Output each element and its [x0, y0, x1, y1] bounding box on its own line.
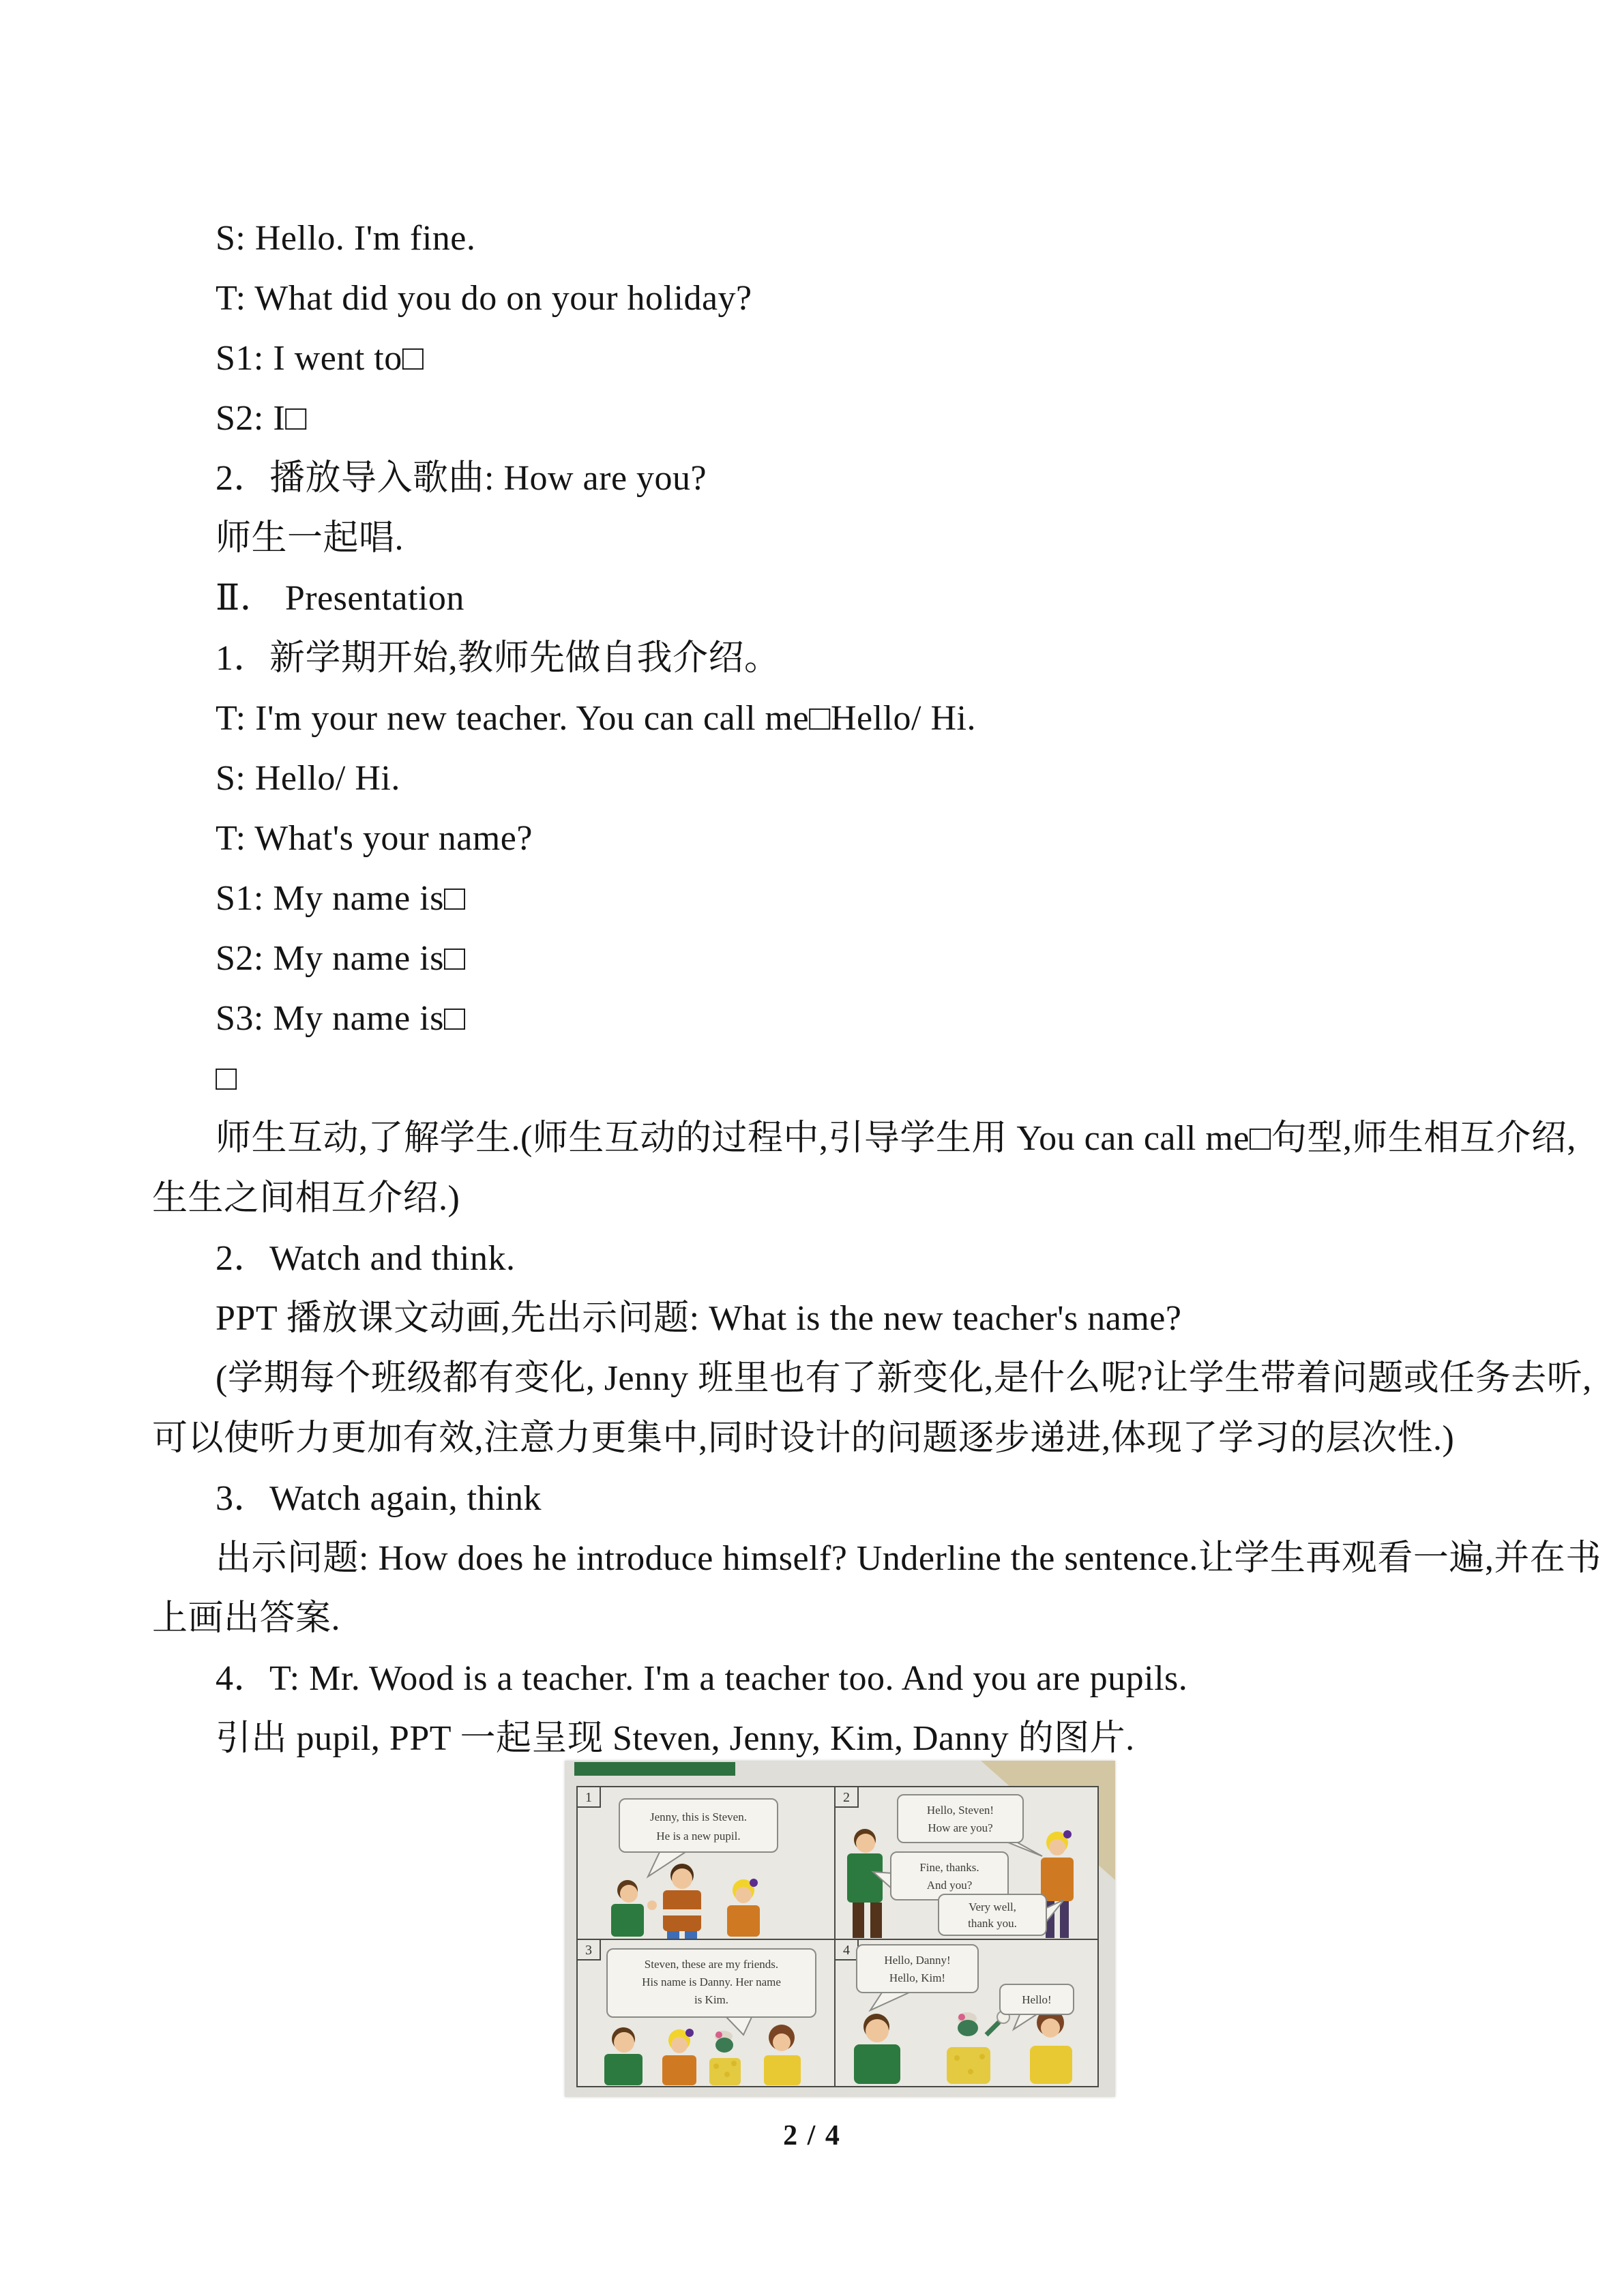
text-line: 引出 pupil, PPT 一起呈现 Steven, Jenny, Kim, Danny 的图片. [216, 1719, 1135, 1758]
bubble-line: How are you? [928, 1821, 993, 1834]
bubble-line: Fine, thanks. [919, 1861, 979, 1874]
lesson-plan-text [152, 209, 1601, 1769]
text-line: T: What's your name? [216, 819, 533, 858]
bubble-line: He is a new pupil. [656, 1830, 741, 1843]
bubble-line: Hello, Danny! [884, 1954, 951, 1967]
text-line: 4．T: Mr. Wood is a teacher. I'm a teacher too. And you are pupils. [216, 1659, 1188, 1698]
panel-number: 3 [585, 1943, 592, 1958]
textbook-comic-image [565, 1761, 1115, 2097]
panel-number: 4 [843, 1943, 850, 1958]
bubble-line: Very well, [969, 1900, 1016, 1913]
text-line: 可以使听力更加有效,注意力更集中,同时设计的问题逐步递进,体现了学习的层次性.) [152, 1419, 1455, 1458]
text-line: S3: My name is□ [216, 999, 466, 1038]
textbook-green-bar [574, 1762, 735, 1776]
text-line: S1: I went to□ [216, 339, 424, 378]
text-line: S: Hello/ Hi. [216, 759, 400, 798]
text-line: 出示问题: How does he introduce himself? Underline the sentence.让学生再观看一遍,并在书 [216, 1539, 1601, 1578]
text-line: PPT 播放课文动画,先出示问题: What is the new teacher's name? [216, 1299, 1182, 1338]
bubble-line: Hello! [1022, 1993, 1052, 2006]
text-line: S2: I□ [216, 399, 308, 438]
text-line: 上画出答案. [152, 1599, 341, 1638]
text-line: S1: My name is□ [216, 879, 466, 918]
page-number: 2 / 4 [783, 2120, 841, 2151]
text-line: 师生一起唱. [216, 519, 404, 558]
speech-bubble [939, 1894, 1064, 1935]
text-line: S: Hello. I'm fine. [216, 219, 476, 258]
speech-bubble [873, 1852, 1008, 1900]
text-line: Ⅱ． Presentation [216, 579, 464, 618]
text-line: □ [216, 1059, 237, 1098]
text-line: T: What did you do on your holiday? [216, 279, 752, 318]
text-line: 1．新学期开始,教师先做自我介绍。 [216, 639, 780, 678]
bubble-line: His name is Danny. Her name [642, 1976, 781, 1988]
text-line: 3．Watch again, think [216, 1479, 542, 1518]
text-line: 2．Watch and think. [216, 1239, 516, 1278]
panel-number: 1 [585, 1790, 592, 1805]
bubble-line: Hello, Steven! [926, 1804, 994, 1817]
bubble-line: Steven, these are my friends. [644, 1958, 779, 1971]
panel-number: 2 [843, 1790, 850, 1805]
text-line: (学期每个班级都有变化, Jenny 班里也有了新变化,是什么呢?让学生带着问题或任务去听, [216, 1359, 1592, 1398]
text-line: 2．播放导入歌曲: How are you? [216, 459, 707, 498]
bubble-line: is Kim. [694, 1993, 729, 2006]
bubble-line: thank you. [968, 1917, 1017, 1930]
bubble-line: Jenny, this is Steven. [650, 1810, 747, 1823]
text-line: 师生互动,了解学生.(师生互动的过程中,引导学生用 You can call me□句型,师生相互介绍, [216, 1119, 1576, 1158]
bubble-line: And you? [926, 1879, 973, 1892]
comic-panel-3 [577, 1939, 816, 2085]
text-line: 生生之间相互介绍.) [152, 1179, 460, 1218]
text-line: T: I'm your new teacher. You can call me□Hello/ Hi. [216, 699, 976, 738]
text-line: S2: My name is□ [216, 939, 466, 978]
bubble-line: Hello, Kim! [889, 1971, 946, 1984]
